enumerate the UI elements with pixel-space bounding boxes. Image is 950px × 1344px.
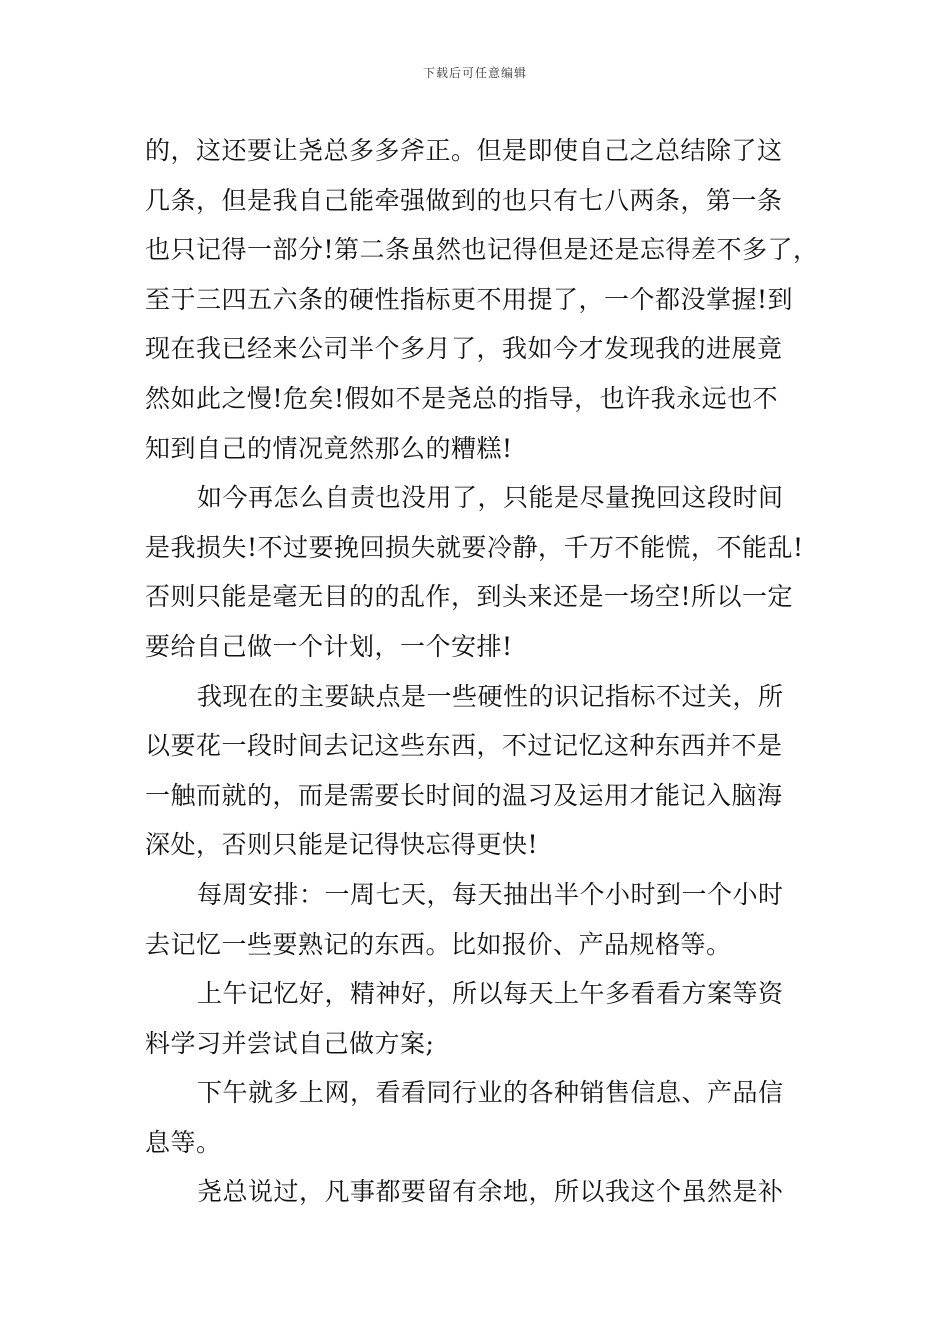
text-line: 以要花一段时间去记这些东西，不过记忆这种东西并不是	[145, 731, 783, 761]
text-line: 息等。	[145, 1127, 222, 1157]
page-header: 下载后可任意编辑	[422, 66, 527, 80]
paragraph-start-line: 我现在的主要缺点是一些硬性的识记指标不过关，所	[197, 681, 784, 711]
text-line: 的，这还要让尧总多多斧正。但是即使自己之总结除了这	[145, 136, 783, 165]
text-line: 知到自己的情况竟然那么的糟糕!	[145, 433, 513, 463]
text-line: 深处，否则只能是记得快忘得更快!	[145, 830, 539, 860]
text-line: 否则只能是毫无目的的乱作，到头来还是一场空!所以一定	[145, 582, 794, 612]
text-line: 料学习并尝试自己做方案;	[145, 1028, 435, 1058]
paragraph-start-line: 下午就多上网，看看同行业的各种销售信息、产品信	[197, 1078, 784, 1108]
text-line: 现在我已经来公司半个多月了，我如今才发现我的进展竟	[145, 334, 783, 364]
paragraph-start-line: 如今再怎么自责也没用了，只能是尽量挽回这段时间	[197, 483, 784, 513]
text-line: 几条，但是我自己能牵强做到的也只有七八两条，第一条	[145, 185, 783, 215]
text-line: 一触而就的，而是需要长时间的温习及运用才能记入脑海	[145, 780, 783, 810]
text-line: 是我损失!不过要挽回损失就要冷静，千万不能慌，不能乱!	[145, 532, 804, 562]
text-line: 要给自己做一个计划，一个安排!	[145, 631, 513, 661]
text-line: 也只记得一部分!第二条虽然也记得但是还是忘得差不多了，	[145, 235, 819, 265]
paragraph-start-line: 尧总说过，凡事都要留有余地，所以我这个虽然是补	[197, 1177, 784, 1207]
text-line: 然如此之慢!危矣!假如不是尧总的指导，也许我永远也不	[145, 383, 779, 413]
paragraph-start-line: 每周安排：一周七天，每天抽出半个小时到一个小时	[197, 879, 784, 909]
paragraph-start-line: 上午记忆好，精神好，所以每天上午多看看方案等资	[197, 979, 784, 1009]
text-line: 去记忆一些要熟记的东西。比如报价、产品规格等。	[145, 929, 732, 959]
document-body	[145, 126, 819, 1217]
text-line: 至于三四五六条的硬性指标更不用提了，一个都没掌握!到	[145, 284, 794, 314]
